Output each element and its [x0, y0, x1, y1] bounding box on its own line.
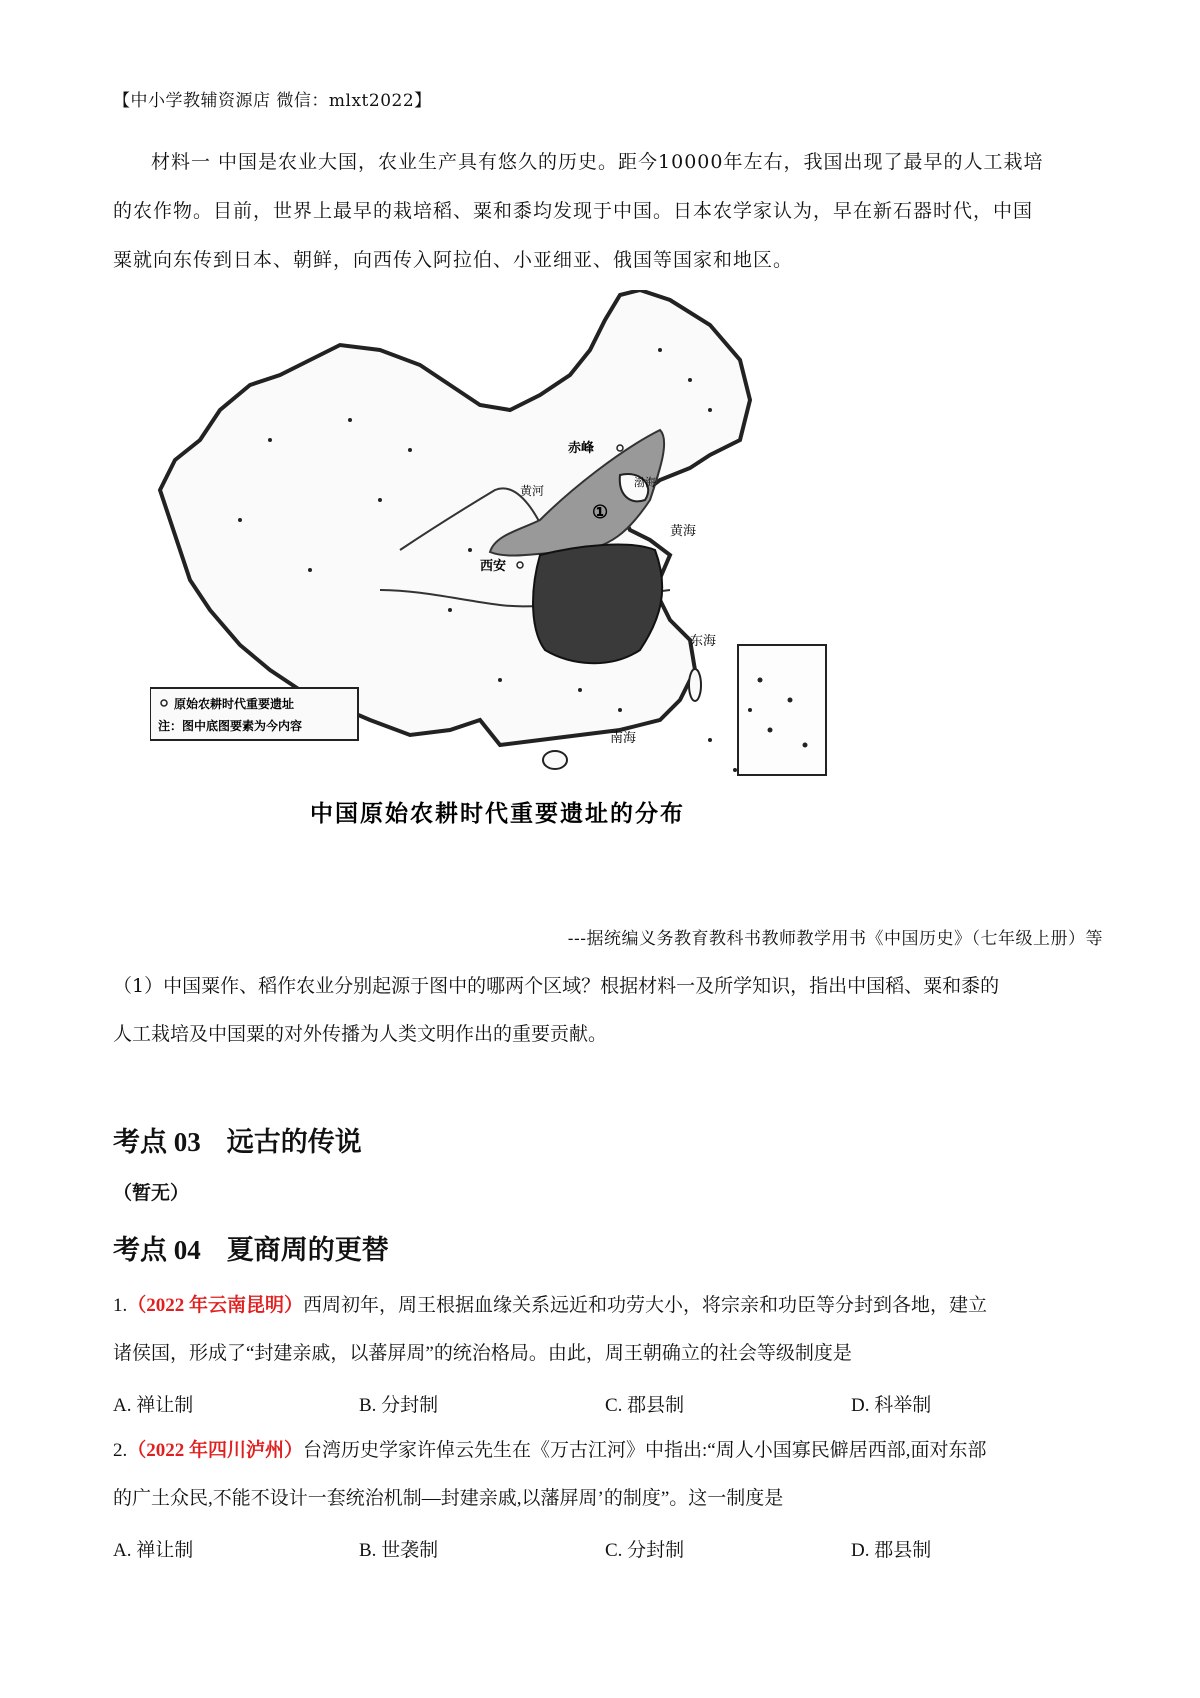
question-1-text-1: 西周初年，周王根据血缘关系远近和功劳大小，将宗亲和功臣等分封到各地，建立	[303, 1295, 988, 1316]
question-1-part-1	[113, 962, 1103, 1058]
question-2-option-c[interactable]: C. 分封制	[605, 1540, 685, 1561]
label-chifeng: 赤峰	[568, 441, 595, 456]
label-nanhai: 南海	[610, 731, 637, 746]
section-04-title: 夏商周的更替	[226, 1235, 389, 1265]
question-2-text-2: 的广土众民,不能不设计一套统治机制—封建亲戚,以藩屏周’的制度”。这一制度是	[113, 1488, 784, 1509]
question-2-source: （2022 年四川泸州）	[127, 1440, 304, 1461]
label-huanghe: 黄河	[520, 484, 545, 498]
china-map-svg	[150, 290, 940, 910]
question-2	[113, 1427, 1103, 1523]
section-03-title: 远古的传说	[226, 1127, 362, 1157]
question-2-option-b[interactable]: B. 世袭制	[359, 1540, 439, 1561]
label-huanghai: 黄海	[670, 524, 697, 539]
label-region1: ①	[592, 502, 609, 523]
question-1-option-d[interactable]: D. 科举制	[851, 1395, 932, 1416]
label-xian: 西安	[480, 559, 507, 574]
china-outline	[160, 290, 750, 745]
taiwan-island	[689, 669, 701, 701]
question-1-source: （2022 年云南昆明）	[127, 1295, 304, 1316]
question-1	[113, 1282, 1103, 1378]
question-1-number: 1.	[113, 1295, 128, 1316]
question-2-text-1: 台湾历史学家许倬云先生在《万古江河》中指出:“周人小国寡民僻居西部,面对东部	[303, 1440, 987, 1461]
section-03-note: （暂无）	[113, 1182, 190, 1204]
material-paragraph	[113, 138, 1103, 285]
question-1-options	[113, 1390, 1103, 1424]
question-2-options	[113, 1535, 1103, 1569]
china-map-figure	[150, 290, 940, 910]
section-03-heading	[113, 1120, 362, 1159]
label-bohai: 渤海	[634, 476, 656, 489]
hainan-island	[543, 751, 567, 769]
source-caption: ---据统编义务教育教科书教师教学用书《中国历史》（七年级上册）等	[567, 929, 1103, 949]
section-04-number: 考点 04	[113, 1235, 201, 1265]
material-line-1: 材料一 中国是农业大国，农业生产具有悠久的历史。距今10000年左右，我国出现了最早的人工栽培	[151, 151, 1044, 173]
label-donghai: 东海	[690, 634, 717, 649]
question-1-option-c[interactable]: C. 郡县制	[605, 1395, 685, 1416]
question-1-option-b[interactable]: B. 分封制	[359, 1395, 439, 1416]
question-1-line-2: 人工栽培及中国粟的对外传播为人类文明作出的重要贡献。	[113, 1023, 608, 1045]
question-2-number: 2.	[113, 1440, 128, 1461]
legend-item-2: 注：图中底图要素为今内容	[158, 719, 303, 733]
section-04-heading	[113, 1228, 389, 1267]
question-1-line-1: （1）中国粟作、稻作农业分别起源于图中的哪两个区域？根据材料一及所学知识，指出中国稻、粟和黍的	[113, 975, 1000, 997]
question-1-text-2: 诸侯国，形成了“封建亲戚，以蕃屏周”的统治格局。由此，周王朝确立的社会等级制度是	[113, 1343, 852, 1364]
section-03-number: 考点 03	[113, 1127, 201, 1157]
question-1-option-a[interactable]: A. 禅让制	[113, 1395, 194, 1416]
material-line-3: 粟就向东传到日本、朝鲜，向西传入阿拉伯、小亚细亚、俄国等国家和地区。	[113, 249, 794, 271]
question-2-option-a[interactable]: A. 禅让制	[113, 1540, 194, 1561]
region-2-rice-area	[533, 545, 662, 664]
legend-item-1: 原始农耕时代重要遗址	[174, 697, 295, 711]
page-header: 【中小学教辅资源店 微信：mlxt2022】	[113, 91, 432, 111]
question-2-option-d[interactable]: D. 郡县制	[851, 1540, 932, 1561]
map-title: 中国原始农耕时代重要遗址的分布	[310, 800, 685, 827]
material-line-2: 的农作物。目前，世界上最早的栽培稻、粟和黍均发现于中国。日本农学家认为，早在新石器时代，中国	[113, 200, 1034, 222]
